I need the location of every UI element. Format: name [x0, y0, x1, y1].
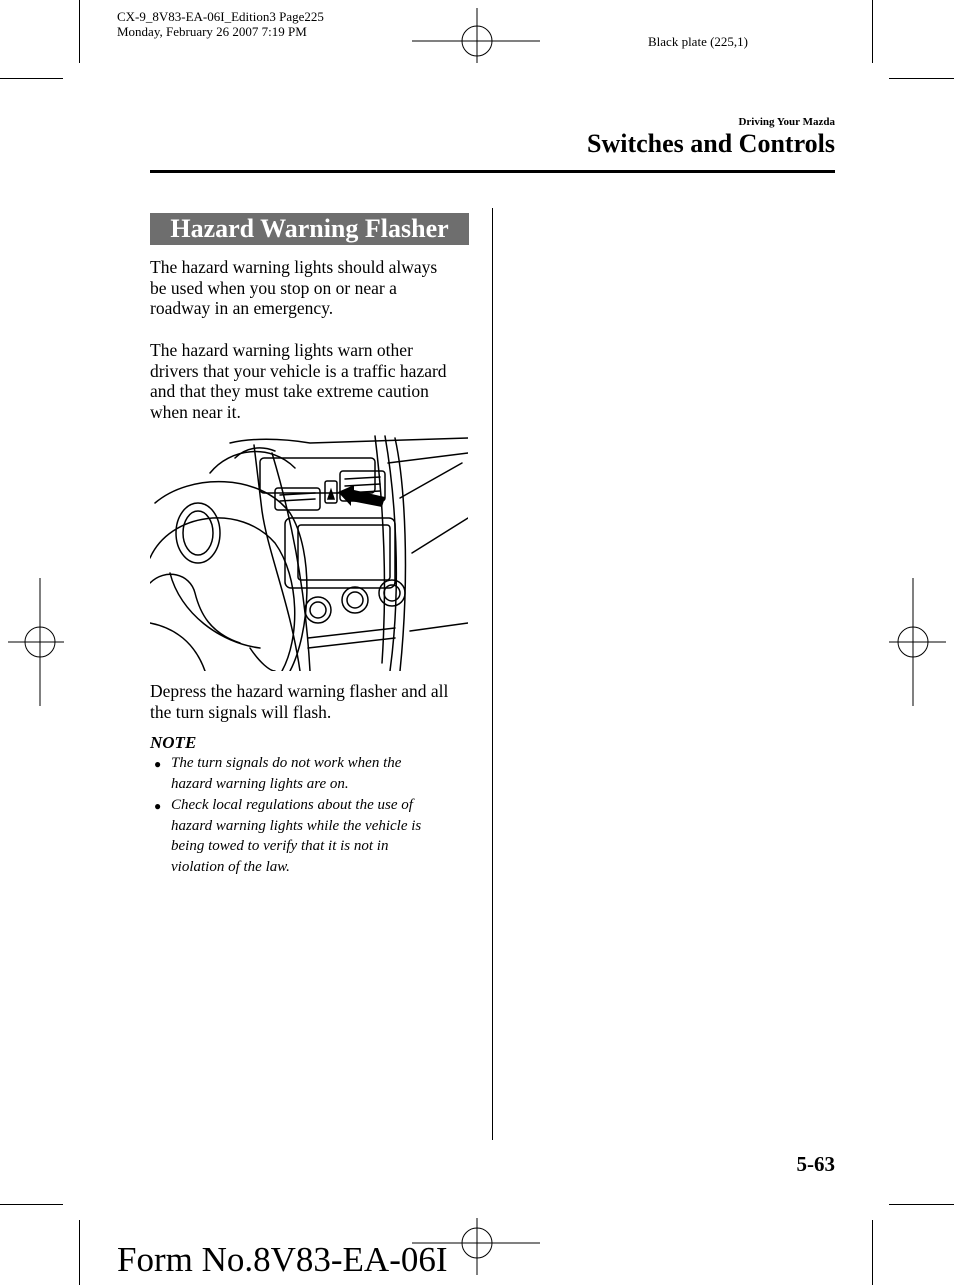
paragraph-3: Depress the hazard warning flasher and all the turn signals will flash. — [150, 681, 449, 722]
column-divider — [492, 208, 493, 1140]
arrow-icon — [338, 485, 385, 507]
note-item: ● Check local regulations about the use of hazard warning lights while the vehicle is being towed to verify that it is not in violation of the law. — [154, 797, 422, 876]
bullet-icon: ● — [154, 757, 162, 771]
section-title: Switches and Controls — [586, 129, 835, 158]
bullet-icon: ● — [154, 799, 162, 813]
slug-line-1: CX-9_8V83-EA-06I_Edition3 Page225 — [117, 9, 324, 24]
note-title: NOTE — [150, 733, 197, 752]
slug-line-2: Monday, February 26 2007 7:19 PM — [117, 24, 307, 39]
chapter-title: Driving Your Mazda — [738, 116, 835, 128]
plate-label: Black plate (225,1) — [648, 34, 748, 49]
article-title: Hazard Warning Flasher — [150, 213, 469, 245]
page-number: 5-63 — [796, 1152, 835, 1176]
print-slug — [117, 9, 324, 39]
header-rule — [150, 170, 835, 173]
paragraph-2: The hazard warning lights warn other drivers that your vehicle is a traffic hazard and that they must take extreme caution when near it. — [150, 340, 447, 423]
note-item: ● The turn signals do not work when the hazard warning lights are on. — [154, 755, 402, 792]
form-number: Form No.8V83-EA-06I — [117, 1240, 448, 1279]
hazard-switch-illustration — [150, 433, 468, 671]
paragraph-1: The hazard warning lights should always be used when you stop on or near a roadway in an emergency. — [150, 257, 438, 319]
